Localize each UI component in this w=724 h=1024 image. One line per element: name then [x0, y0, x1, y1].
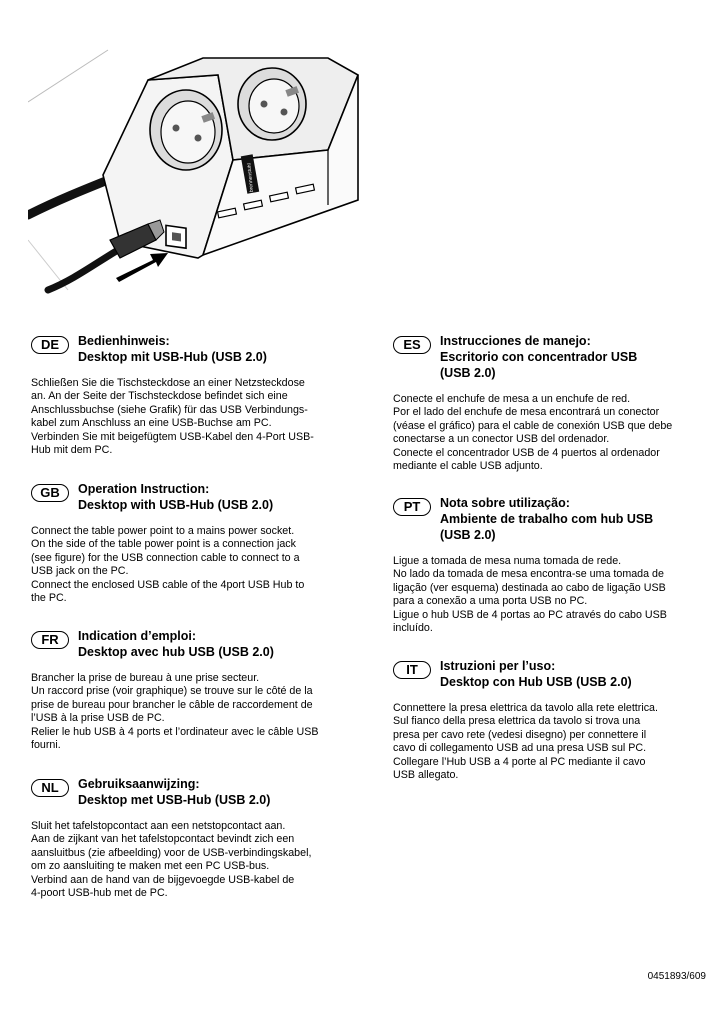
section-fr — [31, 628, 361, 752]
language-badge: ES — [393, 336, 431, 354]
language-badge: DE — [31, 336, 69, 354]
language-badge: PT — [393, 498, 431, 516]
language-badge: FR — [31, 631, 69, 649]
section-title — [78, 776, 368, 808]
section-es — [393, 333, 723, 473]
section-title — [78, 333, 368, 365]
section-title — [78, 628, 368, 660]
section-title — [440, 333, 724, 381]
section-body: Connettere la presa elettrica da tavolo alla rete elettrica. Sul fianco della presa elettrica da tavolo si trova una presa per cavo rete (vedesi disegno) per connettere il cavo di collegamento USB ad una presa USB sul PC. Collegare l’Hub USB a 4 porte al PC mediante il cavo USB allegato. — [393, 702, 658, 782]
language-badge: NL — [31, 779, 69, 797]
title-line-1: Operation Instruction: — [78, 482, 210, 496]
title-line-2: Desktop con Hub USB (USB 2.0) — [440, 675, 632, 689]
section-body: Sluit het tafelstopcontact aan een netstopcontact aan. Aan de zijkant van het tafelstopcontact bevindt zich een aansluitbus (zie afbeelding) voor de USB-verbindingskabel, om zo aansluiting te maken met een PC USB-bus. Verbind aan de hand van de bijgevoegde USB-kabel de 4-poort USB-hub met de PC. — [31, 820, 312, 900]
title-line-1: Instrucciones de manejo: — [440, 334, 591, 348]
section-title — [440, 495, 724, 543]
section-body: Brancher la prise de bureau à une prise secteur. Un raccord prise (voir graphique) se trouve sur le côté de la prise de bureau pour brancher le câble de raccordement de l’USB à la prise USB de PC. Relier le hub USB à 4 ports et l’ordinateur avec le câble USB fourni. — [31, 672, 319, 752]
product-illustration — [28, 40, 368, 300]
section-gb — [31, 481, 361, 605]
title-line-1: Istruzioni per l’uso: — [440, 659, 556, 673]
section-title — [440, 658, 724, 690]
title-line-2: Desktop met USB-Hub (USB 2.0) — [78, 793, 271, 807]
section-body: Schließen Sie die Tischsteckdose an einer Netzsteckdose an. An der Seite der Tischsteckdose befindet sich eine Anschlussbuchse (siehe Grafik) für das USB Verbindungs- kabel zum Anschluss an eine USB-Buchse am PC. Verbinden Sie mit beigefügtem USB-Kabel den 4-Port USB- Hub mit dem PC. — [31, 377, 314, 457]
title-line-2: Desktop with USB-Hub (USB 2.0) — [78, 498, 274, 512]
title-line-2: Escritorio con concentrador USB (USB 2.0) — [440, 350, 638, 380]
language-badge: GB — [31, 484, 69, 502]
section-pt — [393, 495, 723, 635]
section-it — [393, 658, 723, 782]
title-line-1: Bedienhinweis: — [78, 334, 170, 348]
section-nl — [31, 776, 361, 900]
title-line-2: Ambiente de trabalho com hub USB (USB 2.0) — [440, 512, 654, 542]
document-code: 0451893/609 — [647, 971, 706, 982]
section-de — [31, 333, 361, 457]
title-line-2: Desktop avec hub USB (USB 2.0) — [78, 645, 274, 659]
title-line-1: Nota sobre utilização: — [440, 496, 570, 510]
section-body: Ligue a tomada de mesa numa tomada de rede. No lado da tomada de mesa encontra-se uma tomada de ligação (ver esquema) destinada ao cabo de ligação USB para a conexão a uma porta USB no PC. Ligue o hub USB de 4 portas ao PC através do cabo USB incluído. — [393, 555, 667, 635]
section-body: Connect the table power point to a mains power socket. On the side of the table power point is a connection jack (see figure) for the USB connection cable to connect to a USB jack on the PC. Connect the enclosed USB cable of the 4port USB Hub to the PC. — [31, 525, 305, 605]
section-title — [78, 481, 368, 513]
title-line-1: Gebruiksaanwijzing: — [78, 777, 200, 791]
language-badge: IT — [393, 661, 431, 679]
title-line-1: Indication d’emploi: — [78, 629, 197, 643]
title-line-2: Desktop mit USB-Hub (USB 2.0) — [78, 350, 267, 364]
brand-logo: brennenstuhl — [246, 163, 255, 193]
section-body: Conecte el enchufe de mesa a un enchufe de red. Por el lado del enchufe de mesa encontrará un conector (véase el gráfico) para el cable de conexión USB que debe conectarse a un conector USB del ordenador. Conecte el concentrador USB de 4 puertos al ordenador mediante el cable USB adjunto. — [393, 393, 673, 473]
